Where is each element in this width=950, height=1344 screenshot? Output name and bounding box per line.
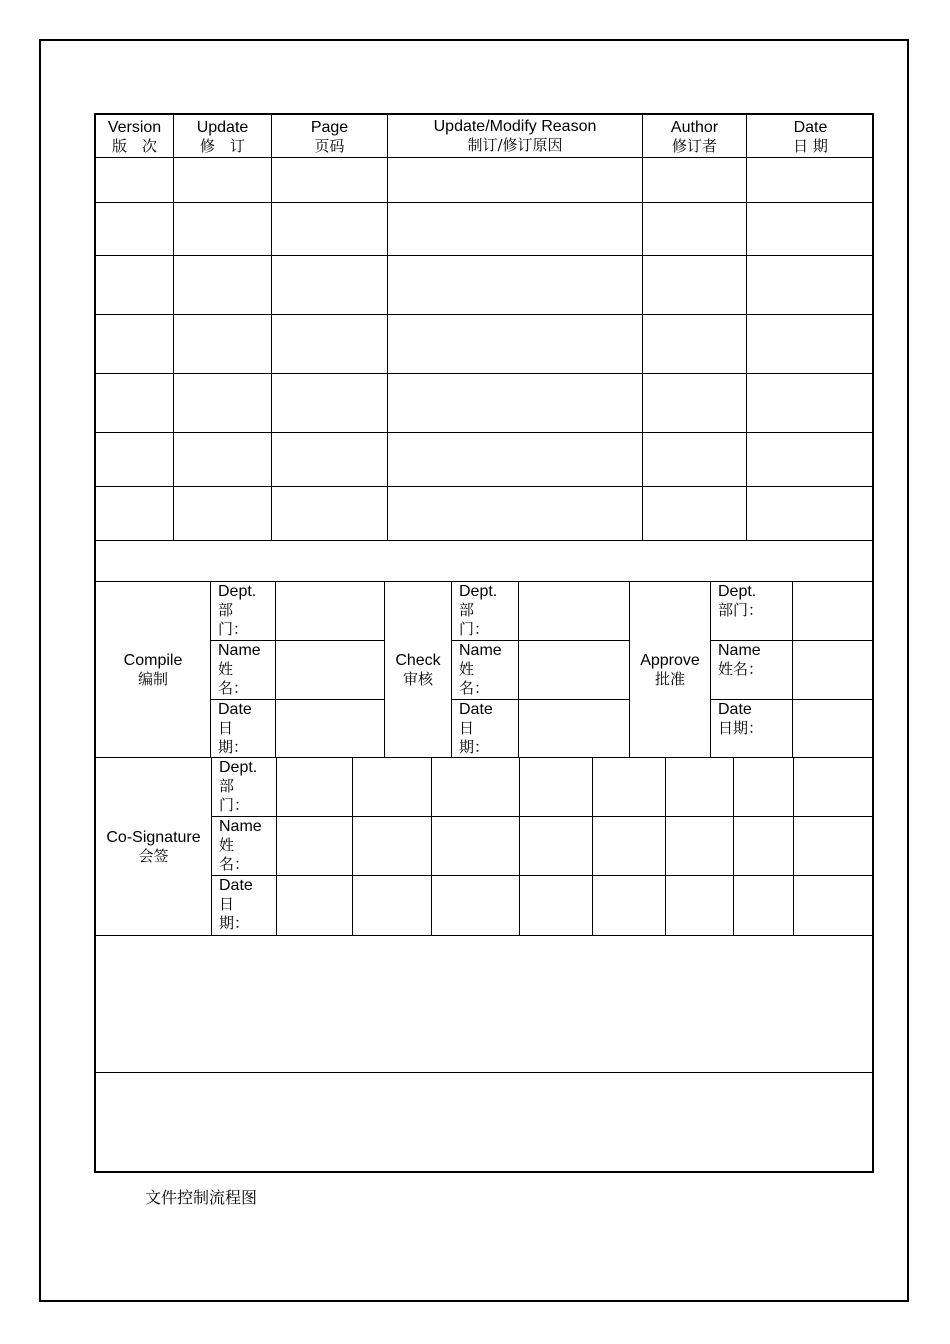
approve-dept-zh: 部门： (718, 601, 764, 619)
cosign-cell[interactable] (593, 817, 666, 876)
revision-cell[interactable] (643, 433, 747, 487)
approve-label (630, 582, 711, 758)
header-reason-en: Update/Modify Reason (433, 118, 597, 135)
check-date-label (452, 700, 519, 758)
header-date-en: Date (793, 119, 828, 136)
compile-en: Compile (123, 651, 183, 669)
cosign-date-zh: 日期： (219, 895, 250, 932)
cosign-dept-zh: 部门： (219, 777, 250, 814)
revision-cell[interactable] (174, 203, 272, 256)
cosign-cell[interactable] (794, 817, 874, 876)
cosign-zh: 会签 (138, 846, 169, 865)
check-zh: 审核 (402, 669, 433, 688)
header-page-zh: 页码 (314, 137, 345, 155)
revision-cell[interactable] (96, 158, 174, 203)
cosign-dept-label (212, 758, 277, 817)
cosign-cell[interactable] (593, 758, 666, 817)
header-page-en: Page (310, 119, 349, 136)
approve-zh: 批准 (654, 669, 685, 688)
cosign-cell[interactable] (734, 758, 794, 817)
compile-name-label (211, 641, 276, 700)
check-name-en: Name (459, 642, 502, 659)
revision-cell[interactable] (747, 487, 874, 541)
cosign-cell[interactable] (353, 876, 432, 936)
header-version (96, 115, 174, 158)
check-date-zh: 日期： (459, 719, 490, 756)
revision-cell[interactable] (272, 433, 388, 487)
compile-name-zh: 姓名： (218, 660, 249, 697)
cosign-cell[interactable] (666, 758, 734, 817)
revision-cell[interactable] (174, 256, 272, 315)
cosign-cell[interactable] (277, 817, 353, 876)
revision-cell[interactable] (174, 433, 272, 487)
cosign-cell[interactable] (593, 876, 666, 936)
approve-dept-label (711, 582, 793, 641)
revision-cell[interactable] (747, 433, 874, 487)
compile-zh: 编制 (137, 669, 168, 688)
header-author-zh: 修订者 (671, 137, 717, 155)
revision-cell[interactable] (388, 433, 643, 487)
compile-dept-en: Dept. (218, 583, 257, 600)
cosign-date-label (212, 876, 277, 936)
cosign-cell[interactable] (520, 817, 593, 876)
check-name-field[interactable] (519, 641, 630, 700)
approve-name-en: Name (718, 642, 761, 659)
check-dept-en: Dept. (459, 583, 498, 600)
header-page (272, 115, 388, 158)
revision-cell[interactable] (747, 158, 874, 203)
cosign-label (96, 758, 212, 936)
check-date-en: Date (459, 701, 493, 718)
cosign-name-zh: 姓名： (219, 836, 250, 873)
revision-cell[interactable] (388, 487, 643, 541)
header-update (174, 115, 272, 158)
compile-name-en: Name (218, 642, 261, 659)
approve-date-field[interactable] (793, 700, 874, 758)
revision-cell[interactable] (747, 315, 874, 374)
approve-name-zh: 姓名： (718, 660, 764, 678)
check-name-label (452, 641, 519, 700)
cosign-en: Co-Signature (106, 828, 201, 846)
cosign-name-label (212, 817, 277, 876)
revision-cell[interactable] (96, 374, 174, 433)
compile-date-label (211, 700, 276, 758)
revision-cell[interactable] (388, 158, 643, 203)
cosign-date-en: Date (219, 877, 253, 894)
header-author (643, 115, 747, 158)
header-date-zh: 日 期 (793, 137, 828, 155)
cosign-dept-en: Dept. (219, 759, 258, 776)
revision-cell[interactable] (388, 374, 643, 433)
revision-cell[interactable] (643, 158, 747, 203)
approve-name-field[interactable] (793, 641, 874, 700)
cosign-cell[interactable] (277, 876, 353, 936)
revision-cell[interactable] (96, 203, 174, 256)
cosign-name-en: Name (219, 818, 262, 835)
revision-cell[interactable] (96, 487, 174, 541)
revision-cell[interactable] (174, 487, 272, 541)
cosign-cell[interactable] (520, 876, 593, 936)
cosign-cell[interactable] (432, 876, 520, 936)
header-version-zh: 版 次 (111, 137, 157, 155)
cosign-cell[interactable] (353, 817, 432, 876)
cosign-cell[interactable] (432, 817, 520, 876)
approve-date-en: Date (718, 701, 752, 718)
cosign-cell[interactable] (666, 876, 734, 936)
check-label (385, 582, 452, 758)
approve-date-zh: 日期： (718, 719, 764, 737)
cosign-cell[interactable] (666, 817, 734, 876)
cosign-cell[interactable] (353, 758, 432, 817)
cosign-cell[interactable] (734, 876, 794, 936)
revision-cell[interactable] (96, 315, 174, 374)
compile-dept-field[interactable] (276, 582, 385, 641)
compile-date-en: Date (218, 701, 252, 718)
approve-date-label (711, 700, 793, 758)
header-update-en: Update (196, 119, 249, 136)
notes-area-2[interactable] (96, 1073, 874, 1173)
revision-cell[interactable] (643, 256, 747, 315)
revision-cell[interactable] (747, 203, 874, 256)
compile-name-field[interactable] (276, 641, 385, 700)
compile-date-zh: 日期： (218, 719, 249, 756)
check-dept-field[interactable] (519, 582, 630, 641)
cosign-cell[interactable] (794, 758, 874, 817)
cosign-cell[interactable] (277, 758, 353, 817)
revision-cell[interactable] (174, 158, 272, 203)
cosign-cell[interactable] (520, 758, 593, 817)
revision-cell[interactable] (388, 315, 643, 374)
approve-name-label (711, 641, 793, 700)
check-date-field[interactable] (519, 700, 630, 758)
header-author-en: Author (670, 119, 719, 136)
compile-dept-zh: 部门： (218, 601, 249, 638)
header-date (747, 115, 874, 158)
revision-cell[interactable] (174, 374, 272, 433)
compile-date-field[interactable] (276, 700, 385, 758)
header-update-zh: 修 订 (199, 137, 245, 155)
footer-title: 文件控制流程图 (145, 1188, 258, 1207)
revision-cell[interactable] (272, 158, 388, 203)
revision-cell[interactable] (272, 256, 388, 315)
document-form (94, 113, 874, 1173)
revision-cell[interactable] (272, 203, 388, 256)
revision-cell[interactable] (272, 315, 388, 374)
revision-cell[interactable] (272, 374, 388, 433)
approve-dept-en: Dept. (718, 583, 757, 600)
revision-cell[interactable] (747, 256, 874, 315)
check-en: Check (395, 651, 441, 669)
revision-cell[interactable] (96, 433, 174, 487)
revision-cell[interactable] (747, 374, 874, 433)
revision-cell[interactable] (643, 487, 747, 541)
revision-cell[interactable] (643, 374, 747, 433)
revision-cell[interactable] (643, 203, 747, 256)
compile-dept-label (211, 582, 276, 641)
approve-en: Approve (640, 651, 700, 669)
header-version-en: Version (107, 119, 162, 136)
compile-label (96, 582, 211, 758)
cosign-cell[interactable] (794, 876, 874, 936)
revision-cell[interactable] (174, 315, 272, 374)
separator-row (96, 541, 874, 582)
cosign-cell[interactable] (432, 758, 520, 817)
check-dept-label (452, 582, 519, 641)
header-reason (388, 115, 643, 158)
revision-cell[interactable] (272, 487, 388, 541)
revision-cell[interactable] (643, 315, 747, 374)
notes-area-1[interactable] (96, 936, 874, 1073)
header-reason-zh: 制订/修订原因 (467, 136, 563, 154)
revision-cell[interactable] (96, 256, 174, 315)
check-name-zh: 姓名： (459, 660, 490, 697)
cosign-cell[interactable] (734, 817, 794, 876)
approve-dept-field[interactable] (793, 582, 874, 641)
revision-cell[interactable] (388, 203, 643, 256)
check-dept-zh: 部门： (459, 601, 490, 638)
revision-cell[interactable] (388, 256, 643, 315)
